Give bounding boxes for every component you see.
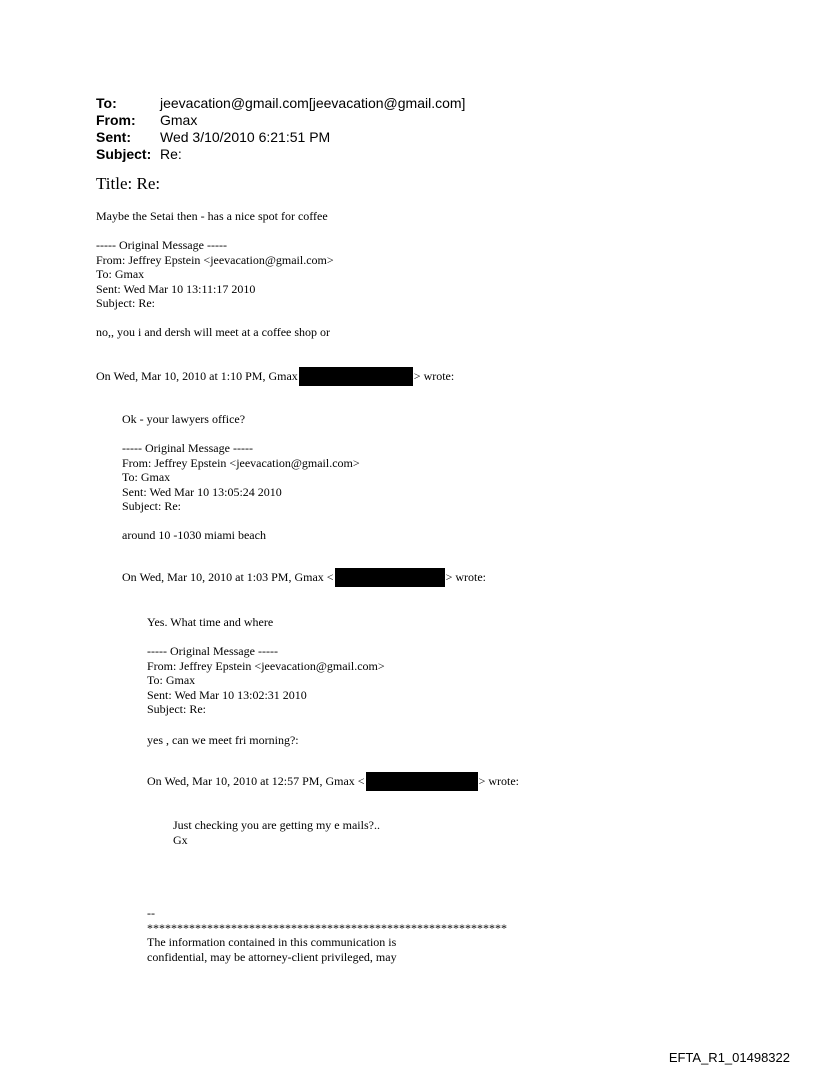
email-header [96,95,465,163]
original-message-3 [147,644,385,717]
original-message-2-body: around 10 -1030 miami beach [122,528,266,542]
original-message-separator: ----- Original Message ----- [96,238,227,252]
header-sent-row [96,129,465,146]
redaction-box [366,772,478,791]
header-to-label: To: [96,95,117,111]
header-subject-row [96,146,465,163]
wrote-line-prefix: On Wed, Mar 10, 2010 at 1:10 PM, Gmax [96,369,298,384]
header-from-row [96,112,465,129]
original-message-1-body: no,, you i and dersh will meet at a coffee shop or [96,325,331,339]
wrote-line-1 [96,367,454,386]
original-message-1 [96,238,334,311]
original-message-sent: Sent: Wed Mar 10 13:02:31 2010 [147,687,307,702]
wrote-line-prefix: On Wed, Mar 10, 2010 at 12:57 PM, Gmax < [147,774,365,789]
original-message-subject: Subject: Re: [96,296,155,310]
document-id: EFTA_R1_01498322 [668,1050,790,1065]
disclaimer-stars: ************************************************************ [147,920,507,935]
disclaimer-line2: confidential, may be attorney-client privileged, may [147,949,397,964]
original-message-from: From: Jeffrey Epstein <jeevacation@gmail.com> [147,658,385,673]
quoted-body-4 [173,818,380,847]
wrote-line-prefix: On Wed, Mar 10, 2010 at 1:03 PM, Gmax < [122,570,334,585]
redaction-box [299,367,413,386]
header-to-value: jeevacation@gmail.com[jeevacation@gmail.com] [160,95,466,111]
original-message-2 [122,441,360,514]
wrote-line-3 [147,772,519,791]
signature-dashes: -- [147,906,155,920]
original-message-3-body: yes , can we meet fri morning?: [147,733,299,747]
page-title: Title: Re: [96,174,161,193]
original-message-from: From: Jeffrey Epstein <jeevacation@gmail.com> [96,252,334,267]
original-message-sent: Sent: Wed Mar 10 13:05:24 2010 [122,484,282,499]
original-message-separator: ----- Original Message ----- [122,441,253,455]
quoted-body-4-line1: Just checking you are getting my e mails?.. [173,818,380,832]
wrote-line-suffix: > wrote: [413,369,455,384]
wrote-line-suffix: > wrote: [478,774,520,789]
header-from-value: Gmax [160,112,198,128]
header-subject-value: Re: [160,146,182,162]
original-message-subject: Subject: Re: [147,702,206,716]
disclaimer [147,906,507,964]
original-message-separator: ----- Original Message ----- [147,644,278,658]
original-message-to: To: Gmax [147,673,196,687]
header-subject-label: Subject: [96,146,152,162]
header-sent-value: Wed 3/10/2010 6:21:51 PM [160,129,331,145]
original-message-from: From: Jeffrey Epstein <jeevacation@gmail.com> [122,455,360,470]
disclaimer-line1: The information contained in this communication is [147,935,397,949]
original-message-to: To: Gmax [96,267,145,281]
original-message-subject: Subject: Re: [122,499,181,513]
wrote-line-2 [122,568,486,587]
original-message-to: To: Gmax [122,470,171,484]
header-sent-label: Sent: [96,129,131,145]
quoted-body-4-line2: Gx [173,832,188,847]
redaction-box [335,568,445,587]
header-from-label: From: [96,112,136,128]
quoted-body-3: Yes. What time and where [147,615,274,629]
quoted-body-2: Ok - your lawyers office? [122,412,246,426]
wrote-line-suffix: > wrote: [445,570,487,585]
header-to-row [96,95,465,112]
message-body: Maybe the Setai then - has a nice spot for coffee [96,209,328,223]
original-message-sent: Sent: Wed Mar 10 13:11:17 2010 [96,281,256,296]
